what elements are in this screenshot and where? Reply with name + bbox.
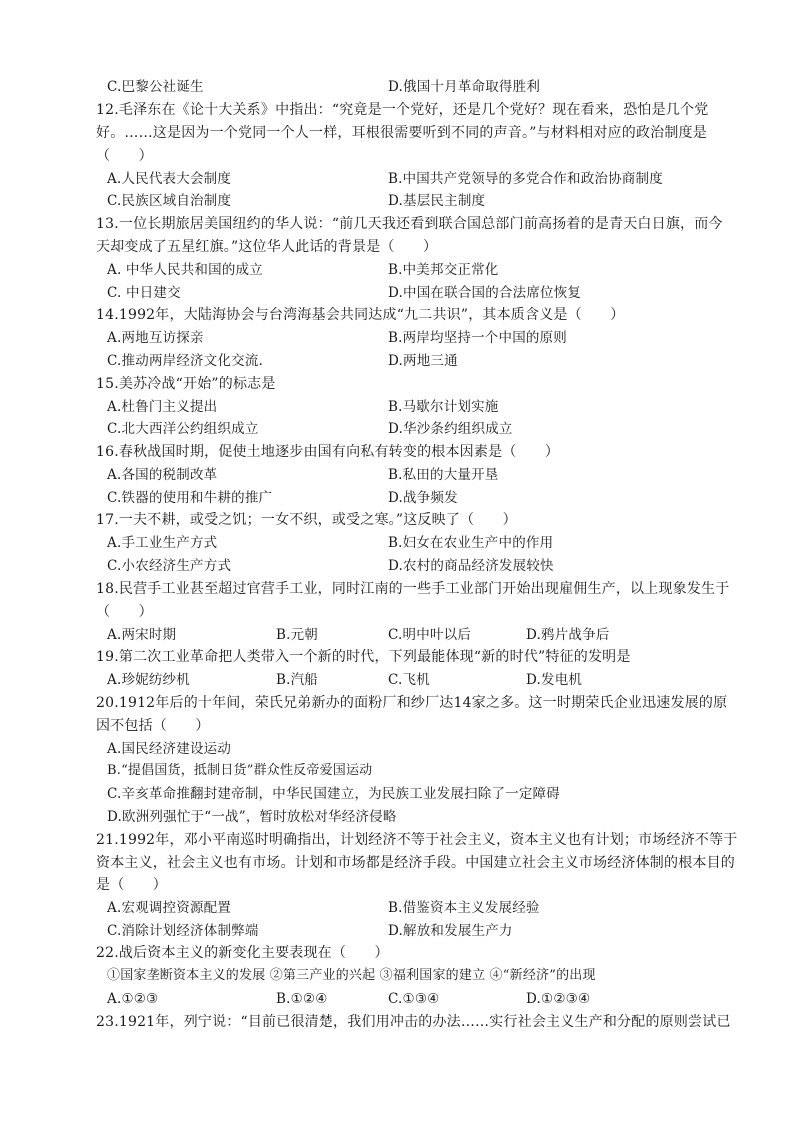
q21-option-a: A.宏观调控资源配置 <box>107 900 232 916</box>
q15-stem: 15.美苏冷战“开始”的标志是 <box>96 376 276 392</box>
q17-option-c: C.小农经济生产方式 <box>107 558 232 574</box>
q17-option-a: A.手工业生产方式 <box>107 535 218 551</box>
q13-option-d: D.中国在联合国的合法席位恢复 <box>388 285 582 301</box>
q17-option-d: D.农村的商品经济发展较快 <box>388 558 554 574</box>
q16-option-a: A.各国的税制改革 <box>107 467 218 483</box>
q15-option-a: A.杜鲁门主义提出 <box>107 399 218 415</box>
q20-option-a: A.国民经济建设运动 <box>107 741 232 757</box>
q16-option-c: C.铁器的使用和牛耕的推广 <box>107 490 273 506</box>
q22-option-d: D.①②③④ <box>526 991 591 1007</box>
q11-option-d: D.俄国十月革命取得胜利 <box>388 79 541 95</box>
q16-option-b: B.私田的大量开垦 <box>388 467 499 483</box>
q22-option-a: A.①②③ <box>107 991 159 1007</box>
q18-stem-line2: （ ） <box>96 604 153 620</box>
q17-stem: 17.一夫不耕，或受之饥；一女不织，或受之寒。”这反映了（ ） <box>96 512 517 528</box>
q17-option-b: B.妇女在农业生产中的作用 <box>388 535 554 551</box>
q22-statements: ①国家垄断资本主义的发展 ②第三产业的兴起 ③福利国家的建立 ④“新经济”的出现 <box>107 968 596 983</box>
q13-stem-line2: 天却变成了五星红旗。”这位华人此话的背景是（ ） <box>96 239 438 255</box>
q13-stem-line1: 13.一位长期旅居美国纽约的华人说：“前几天我还看到联合国总部门前高扬着的是青天白日旗，而今 <box>96 216 723 232</box>
q14-option-b: B.两岸均坚持一个中国的原则 <box>388 330 568 346</box>
q12-option-a: A.人民代表大会制度 <box>107 171 232 187</box>
q21-stem-line2: 资本主义，社会主义也有市场。计划和市场都是经济手段。中国建立社会主义市场经济体制的根本目的 <box>96 855 735 871</box>
q15-option-d: D.华沙条约组织成立 <box>388 421 513 437</box>
q18-stem-line1: 18.民营手工业甚至超过官营手工业，同时江南的一些手工业部门开始出现雇佣生产，以上现象发生于 <box>96 581 730 597</box>
q14-option-a: A.两地互访探亲 <box>107 330 204 346</box>
q21-stem-line1: 21.1992年，邓小平南巡时明确指出，计划经济不等于社会主义，资本主义也有计划；市场经济不等于 <box>96 832 738 848</box>
q14-stem: 14.1992年，大陆海协会与台湾海基会共同达成“九二共识”，其本质含义是（ ） <box>96 307 625 323</box>
q12-stem-line3: （ ） <box>96 148 153 164</box>
q19-option-a: A.珍妮纺纱机 <box>107 672 190 688</box>
q20-option-c: C.辛亥革命推翻封建帝制，中华民国建立，为民族工业发展扫除了一定障碍 <box>107 786 560 802</box>
q11-option-c: C.巴黎公社诞生 <box>107 79 204 95</box>
q19-option-b: B.汽船 <box>276 672 319 688</box>
q15-option-c: C.北大西洋公约组织成立 <box>107 421 259 437</box>
q20-option-b: B.“提倡国货，抵制日货”群众性反帝爱国运动 <box>107 763 373 778</box>
q12-option-b: B.中国共产党领导的多党合作和政治协商制度 <box>388 171 663 187</box>
q16-option-d: D.战争频发 <box>388 490 458 506</box>
q22-option-b: B.①②④ <box>276 991 328 1007</box>
q20-stem-line2: 因不包括（ ） <box>96 718 210 734</box>
q15-option-b: B.马歇尔计划实施 <box>388 399 499 415</box>
q18-option-a: A.两宋时期 <box>107 627 177 643</box>
q23-stem-line1: 23.1921年，列宁说：“目前已很清楚，我们用冲击的办法……实行社会主义生产和分配的原则尝试已 <box>96 1014 731 1030</box>
q12-option-d: D.基层民主制度 <box>388 193 486 209</box>
q21-option-b: B.借鉴资本主义发展经验 <box>388 900 540 916</box>
q12-stem-line2: 好。……这是因为一个党同一个人一样，耳根很需要听到不同的声音。”与材料相对应的政治制度是 <box>96 125 707 141</box>
q14-option-c: C.推动两岸经济文化交流. <box>107 353 264 369</box>
q19-option-c: C.飞机 <box>388 672 430 688</box>
q19-option-d: D.发电机 <box>526 672 583 688</box>
q16-stem: 16.春秋战国时期，促使土地逐步由国有向私有转变的根本因素是（ ） <box>96 444 560 460</box>
q20-stem-line1: 20.1912年后的十年间，荣氏兄弟新办的面粉厂和纱厂达14家之多。这一时期荣氏企业迅速发展的原 <box>96 695 728 711</box>
q21-option-d: D.解放和发展生产力 <box>388 923 513 939</box>
q13-option-a: A. 中华人民共和国的成立 <box>107 262 263 278</box>
q14-option-d: D.两地三通 <box>388 353 458 369</box>
q12-stem-line1: 12.毛泽东在《论十大关系》中指出：“究竟是一个党好，还是几个党好？现在看来，恐怕是几个党 <box>96 102 709 118</box>
q20-option-d: D.欧洲列强忙于“一战”，暂时放松对华经济侵略 <box>107 809 397 825</box>
q21-option-c: C.消除计划经济体制弊端 <box>107 923 259 939</box>
q18-option-c: C.明中叶以后 <box>388 627 472 643</box>
q18-option-b: B.元朝 <box>276 627 319 643</box>
q22-stem: 22.战后资本主义的新变化主要表现在（ ） <box>96 945 389 961</box>
q18-option-d: D.鸦片战争后 <box>526 627 610 643</box>
q22-option-c: C.①③④ <box>388 991 440 1007</box>
q21-stem-line3: 是（ ） <box>96 877 167 893</box>
q12-option-c: C.民族区域自治制度 <box>107 193 232 209</box>
q13-option-b: B.中美邦交正常化 <box>388 262 499 278</box>
q19-stem: 19.第二次工业革命把人类带入一个新的时代，下列最能体现“新的时代”特征的发明是 <box>96 649 631 665</box>
q13-option-c: C. 中日建交 <box>107 285 181 301</box>
